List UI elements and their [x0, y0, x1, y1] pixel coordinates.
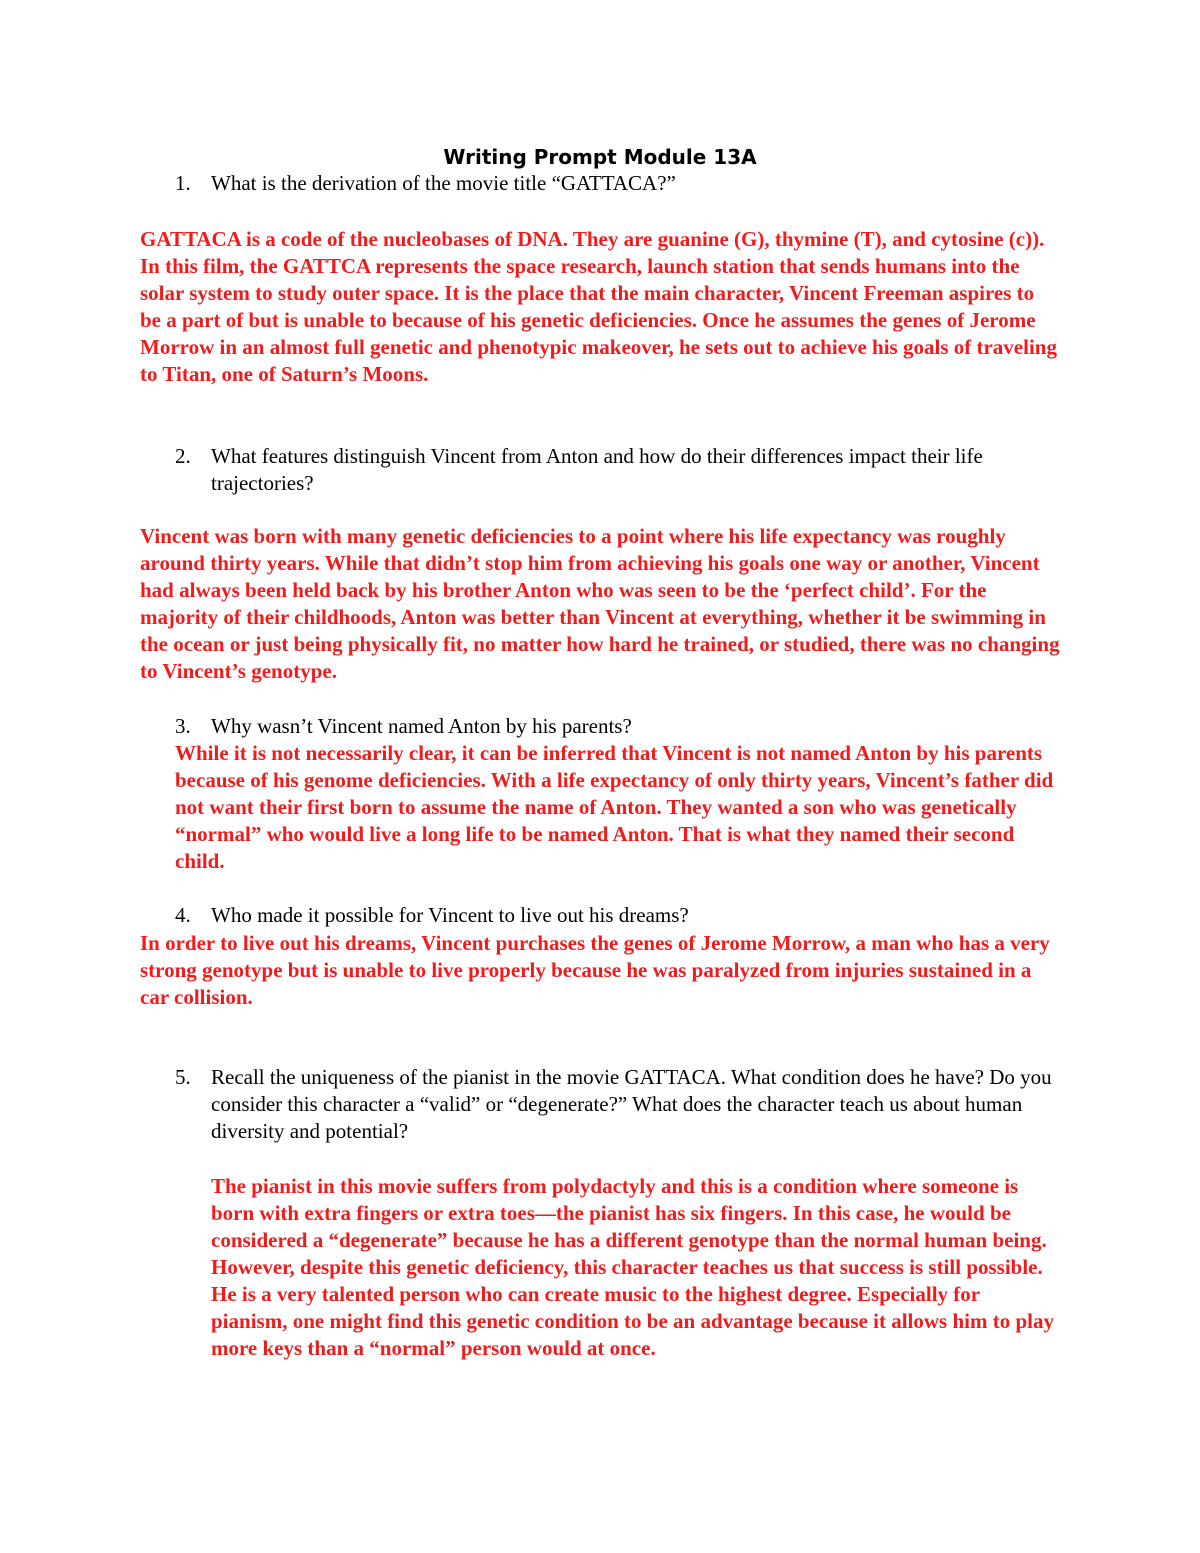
question-text: What features distinguish Vincent from Anton and how do their differences impact their life trajectories?: [211, 444, 983, 495]
question-2: [175, 443, 1075, 497]
answer-4: In order to live out his dreams, Vincent purchases the genes of Jerome Morrow, a man who has a very strong genotype but is unable to live properly because he was paralyzed from injuries sustained in a car collision.: [140, 931, 1050, 1009]
answer-2: Vincent was born with many genetic deficiencies to a point where his life expectancy was roughly around thirty years. While that didn’t stop him from achieving his goals one way or another, Vincent had always been held back by his brother Anton who was seen to be the ‘perfect child’. For the majority of their childhoods, Anton was better than Vincent at everything, whether it be swimming in the ocean or just being physically fit, no matter how hard he trained, or studied, there was no changing to Vincent’s genotype.: [140, 524, 1060, 683]
question-text: What is the derivation of the movie title “GATTACA?”: [211, 171, 676, 195]
question-number: 4.: [175, 903, 191, 927]
question-text: Why wasn’t Vincent named Anton by his parents?: [211, 714, 632, 738]
question-number: 3.: [175, 714, 191, 738]
question-text: Who made it possible for Vincent to live out his dreams?: [211, 903, 689, 927]
answer-3: While it is not necessarily clear, it can be inferred that Vincent is not named Anton by his parents because of his genome deficiencies. With a life expectancy of only thirty years, Vincent’s father did not want their first born to assume the name of Anton. They wanted a son who was genetically “normal” who would live a long life to be named Anton. That is what they named their second child.: [175, 741, 1054, 873]
question-1: [175, 170, 1075, 197]
question-3: [175, 713, 1075, 740]
document-title: Writing Prompt Module 13A: [443, 145, 757, 169]
answer-5: The pianist in this movie suffers from polydactyly and this is a condition where someone is born with extra fingers or extra toes—the pianist has six fingers. In this case, he would be considered a “degenerate” because he has a different genotype than the normal human being. However, despite this genetic deficiency, this character teaches us that success is still possible. He is a very talented person who can create music to the highest degree. Especially for pianism, one might find this genetic condition to be an advantage because it allows him to play more keys than a “normal” person would at once.: [211, 1174, 1054, 1360]
question-number: 2.: [175, 444, 191, 468]
question-4: [175, 902, 1075, 929]
answer-1: GATTACA is a code of the nucleobases of DNA. They are guanine (G), thymine (T), and cytosine (c)). In this film, the GATTCA represents the space research, launch station that sends humans into the solar system to study outer space. It is the place that the main character, Vincent Freeman aspires to be a part of but is unable to because of his genetic deficiencies. Once he assumes the genes of Jerome Morrow in an almost full genetic and phenotypic makeover, he sets out to achieve his goals of traveling to Titan, one of Saturn’s Moons.: [140, 227, 1057, 386]
question-number: 5.: [175, 1065, 191, 1089]
question-text: Recall the uniqueness of the pianist in the movie GATTACA. What condition does he have? Do you consider this character a “valid” or “degenerate?” What does the character teach us about human diversity and potential?: [211, 1065, 1052, 1143]
question-number: 1.: [175, 171, 191, 195]
question-5: [175, 1064, 1060, 1145]
